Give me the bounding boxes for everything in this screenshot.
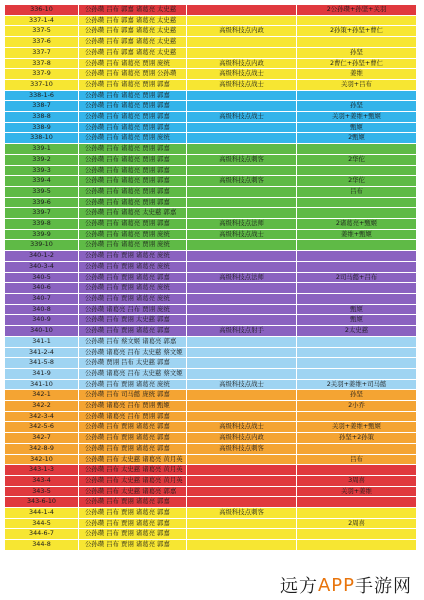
reward-cell	[297, 347, 417, 358]
tech-cell	[187, 133, 297, 144]
tech-cell: 高级科技点战士	[187, 69, 297, 80]
tech-cell	[187, 390, 297, 401]
tech-cell: 高级科技点内政	[187, 433, 297, 444]
reward-cell	[297, 283, 417, 294]
tech-cell: 高级科技点内政	[187, 26, 297, 37]
table-row	[5, 347, 417, 358]
lineup-cell: 公孙瓒 吕布 司马懿 庞统 郭嘉	[79, 390, 187, 401]
lineup-cell: 公孙瓒 吕布 贾诩 诸葛亮 郭嘉	[79, 497, 187, 508]
level-id-cell: 340-9	[5, 315, 79, 326]
reward-cell	[297, 368, 417, 379]
reward-cell: 姜维+甄姬	[297, 229, 417, 240]
table-row	[5, 37, 417, 48]
reward-cell	[297, 443, 417, 454]
level-id-cell: 338-10	[5, 133, 79, 144]
tech-cell	[187, 336, 297, 347]
reward-cell: 孙坚	[297, 390, 417, 401]
level-id-cell: 339-8	[5, 219, 79, 230]
table-row	[5, 101, 417, 112]
tech-cell	[187, 240, 297, 251]
tech-cell: 高级科技点刺客	[187, 443, 297, 454]
tech-cell: 高级科技点刺客	[187, 176, 297, 187]
tech-cell: 高级科技点刺客	[187, 508, 297, 519]
tech-cell	[187, 540, 297, 551]
lineup-cell: 公孙瓒 吕布 诸葛亮 贾诩 郭嘉	[79, 176, 187, 187]
lineup-cell: 公孙瓒 吕布 贾诩 诸葛亮 庞统	[79, 251, 187, 262]
reward-cell	[297, 411, 417, 422]
tech-cell	[187, 208, 297, 219]
level-id-cell: 341-5-8	[5, 358, 79, 369]
table-row	[5, 411, 417, 422]
table-row	[5, 15, 417, 26]
table-row	[5, 443, 417, 454]
tech-cell	[187, 368, 297, 379]
tech-cell: 高级科技点战士	[187, 79, 297, 90]
lineup-cell: 公孙瓒 吕布 诸葛亮 贾诩 庞统	[79, 240, 187, 251]
table-row	[5, 486, 417, 497]
tech-cell	[187, 454, 297, 465]
level-id-cell: 342-7	[5, 433, 79, 444]
reward-cell: 关羽+姜维+甄姬	[297, 422, 417, 433]
reward-cell	[297, 208, 417, 219]
table-row	[5, 5, 417, 16]
level-id-cell: 341-1	[5, 336, 79, 347]
table-row	[5, 379, 417, 390]
reward-cell	[297, 144, 417, 155]
reward-cell: 甄姬	[297, 304, 417, 315]
level-id-cell: 339-6	[5, 197, 79, 208]
table-row	[5, 176, 417, 187]
table-row	[5, 315, 417, 326]
reward-cell	[297, 240, 417, 251]
tech-cell: 高级科技点战士	[187, 422, 297, 433]
table-row	[5, 26, 417, 37]
reward-cell	[297, 37, 417, 48]
level-id-cell: 339-7	[5, 208, 79, 219]
lineup-cell: 公孙瓒 吕布 贾诩 诸葛亮 郭嘉	[79, 422, 187, 433]
lineup-cell: 公孙瓒 吕布 诸葛亮 贾诩 郭嘉	[79, 144, 187, 155]
level-id-cell: 344-8	[5, 540, 79, 551]
table-row	[5, 336, 417, 347]
lineup-cell: 公孙瓒 吕布 郭嘉 诸葛亮 太史慈	[79, 37, 187, 48]
reward-cell: 2司马懿+吕布	[297, 272, 417, 283]
level-id-cell: 337-9	[5, 69, 79, 80]
tech-cell	[187, 293, 297, 304]
lineup-cell: 公孙瓒 吕布 诸葛亮 贾诩 郭嘉	[79, 90, 187, 101]
table-row	[5, 165, 417, 176]
level-lineup-table	[4, 4, 417, 551]
reward-cell: 2曹仁+孙坚+曹仁	[297, 58, 417, 69]
reward-cell: 关羽+姜维	[297, 486, 417, 497]
level-id-cell: 337-1-4	[5, 15, 79, 26]
table-row	[5, 144, 417, 155]
level-id-cell: 344-5	[5, 518, 79, 529]
table-row	[5, 133, 417, 144]
table-row	[5, 79, 417, 90]
table-row	[5, 401, 417, 412]
lineup-cell: 公孙瓒 吕布 诸葛亮 太史慈 郭嘉	[79, 208, 187, 219]
brand-accent: APP	[317, 574, 355, 596]
reward-cell: 2太史慈	[297, 326, 417, 337]
level-id-cell: 338-9	[5, 122, 79, 133]
table-row	[5, 497, 417, 508]
tech-cell	[187, 358, 297, 369]
level-id-cell: 337-10	[5, 79, 79, 90]
reward-cell: 2诸葛亮+甄姬	[297, 219, 417, 230]
reward-cell: 2孙策+孙坚+曹仁	[297, 26, 417, 37]
level-id-cell: 340-3-4	[5, 261, 79, 272]
table-row	[5, 154, 417, 165]
tech-cell	[187, 497, 297, 508]
tech-cell: 高级科技点战士	[187, 112, 297, 123]
reward-cell	[297, 293, 417, 304]
reward-cell	[297, 336, 417, 347]
tech-cell	[187, 165, 297, 176]
lineup-cell: 公孙瓒 吕布 诸葛亮 贾诩 庞统	[79, 58, 187, 69]
table-row	[5, 540, 417, 551]
tech-cell	[187, 315, 297, 326]
tech-cell	[187, 529, 297, 540]
reward-cell: 姜维	[297, 69, 417, 80]
level-id-cell: 340-6	[5, 283, 79, 294]
reward-cell	[297, 465, 417, 476]
lineup-cell: 公孙瓒 吕布 贾诩 诸葛亮 庞统	[79, 293, 187, 304]
level-id-cell: 337-8	[5, 58, 79, 69]
reward-cell: 2华佗	[297, 154, 417, 165]
level-id-cell: 344-6-7	[5, 529, 79, 540]
table-row	[5, 293, 417, 304]
level-id-cell: 342-2	[5, 401, 79, 412]
tech-cell: 高级科技点法师	[187, 219, 297, 230]
level-id-cell: 340-10	[5, 326, 79, 337]
level-id-cell: 340-8	[5, 304, 79, 315]
table-row	[5, 261, 417, 272]
table-row	[5, 358, 417, 369]
tech-cell	[187, 47, 297, 58]
lineup-cell: 公孙瓒 吕布 贾诩 诸葛亮 庞统	[79, 379, 187, 390]
tech-cell	[187, 347, 297, 358]
lineup-cell: 公孙瓒 吕布 贾诩 诸葛亮 郭嘉	[79, 508, 187, 519]
lineup-cell: 公孙瓒 吕布 诸葛亮 贾诩 郭嘉	[79, 165, 187, 176]
level-id-cell: 342-1	[5, 390, 79, 401]
reward-cell	[297, 497, 417, 508]
level-id-cell: 336-10	[5, 5, 79, 16]
table-row	[5, 47, 417, 58]
reward-cell: 甄姬	[297, 122, 417, 133]
table-row	[5, 368, 417, 379]
tech-cell	[187, 486, 297, 497]
level-id-cell: 339-3	[5, 165, 79, 176]
lineup-cell: 公孙瓒 吕布 贾诩 诸葛亮 庞统	[79, 283, 187, 294]
tech-cell	[187, 122, 297, 133]
tech-cell	[187, 90, 297, 101]
reward-cell: 关羽+吕布	[297, 79, 417, 90]
lineup-cell: 公孙瓒 诸葛亮 吕布 贾诩 庞统	[79, 304, 187, 315]
table-row	[5, 69, 417, 80]
lineup-cell: 公孙瓒 吕布 贾诩 诸葛亮 郭嘉	[79, 518, 187, 529]
tech-cell	[187, 401, 297, 412]
lineup-cell: 公孙瓒 诸葛亮 吕布 贾诩 甄姬	[79, 401, 187, 412]
tech-cell	[187, 411, 297, 422]
table-row	[5, 229, 417, 240]
reward-cell: 孙坚+2孙策	[297, 433, 417, 444]
tech-cell	[187, 465, 297, 476]
tech-cell: 高级科技点战士	[187, 229, 297, 240]
lineup-cell: 公孙瓒 吕布 贾诩 诸葛亮 郭嘉	[79, 272, 187, 283]
reward-cell	[297, 90, 417, 101]
brand-logo	[274, 574, 418, 596]
level-id-cell: 340-1-2	[5, 251, 79, 262]
tech-cell: 高级科技点战士	[187, 379, 297, 390]
level-id-cell: 343-6-10	[5, 497, 79, 508]
table-row	[5, 326, 417, 337]
lineup-cell: 公孙瓒 吕布 贾诩 诸葛亮 郭嘉	[79, 433, 187, 444]
level-id-cell: 339-9	[5, 229, 79, 240]
lineup-cell: 公孙瓒 吕布 贾诩 诸葛亮 郭嘉	[79, 529, 187, 540]
level-id-cell: 340-7	[5, 293, 79, 304]
level-id-cell: 342-8-9	[5, 443, 79, 454]
tech-cell	[187, 15, 297, 26]
reward-cell: 2关羽+姜维+司马懿	[297, 379, 417, 390]
level-id-cell: 343-4	[5, 475, 79, 486]
level-id-cell: 342-3-4	[5, 411, 79, 422]
lineup-cell: 公孙瓒 吕布 太史慈 诸葛亮 黄月英	[79, 465, 187, 476]
level-id-cell: 343-1-3	[5, 465, 79, 476]
lineup-cell: 公孙瓒 吕布 贾诩 诸葛亮 郭嘉	[79, 326, 187, 337]
lineup-cell: 公孙瓒 诸葛亮 吕布 太史慈 蔡文姬	[79, 368, 187, 379]
lineup-cell: 公孙瓒 吕布 郭嘉 诸葛亮 太史慈	[79, 15, 187, 26]
level-id-cell: 342-5-6	[5, 422, 79, 433]
table-row	[5, 454, 417, 465]
table-body	[5, 5, 417, 551]
reward-cell	[297, 261, 417, 272]
lineup-cell: 公孙瓒 吕布 太史慈 诸葛亮 黄月英	[79, 454, 187, 465]
level-id-cell: 343-5	[5, 486, 79, 497]
reward-cell: 2华佗	[297, 176, 417, 187]
reward-cell	[297, 251, 417, 262]
tech-cell	[187, 144, 297, 155]
reward-cell: 孙坚	[297, 101, 417, 112]
lineup-cell: 公孙瓒 吕布 贾诩 诸葛亮 庞统	[79, 261, 187, 272]
reward-cell: 2甄姬	[297, 133, 417, 144]
lineup-cell: 公孙瓒 贾诩 吕布 太史慈 郭嘉	[79, 358, 187, 369]
lineup-cell: 公孙瓒 吕布 诸葛亮 贾诩 郭嘉	[79, 197, 187, 208]
table-row	[5, 272, 417, 283]
level-id-cell: 337-5	[5, 26, 79, 37]
lineup-cell: 公孙瓒 吕布 贾诩 诸葛亮 郭嘉	[79, 540, 187, 551]
level-id-cell: 337-7	[5, 47, 79, 58]
tech-cell	[187, 304, 297, 315]
tech-cell: 高级科技点刺客	[187, 154, 297, 165]
level-id-cell: 340-5	[5, 272, 79, 283]
tech-cell	[187, 197, 297, 208]
lineup-cell: 公孙瓒 吕布 贾诩 太史慈 郭嘉	[79, 315, 187, 326]
table-row	[5, 197, 417, 208]
table-row	[5, 90, 417, 101]
tech-cell	[187, 283, 297, 294]
table-row	[5, 465, 417, 476]
tech-cell	[187, 186, 297, 197]
level-id-cell: 339-4	[5, 176, 79, 187]
level-id-cell: 344-1-4	[5, 508, 79, 519]
table-row	[5, 422, 417, 433]
table-row	[5, 518, 417, 529]
lineup-cell: 公孙瓒 吕布 蔡文姬 诸葛亮 郭嘉	[79, 336, 187, 347]
reward-cell: 关羽+姜维+甄姬	[297, 112, 417, 123]
reward-cell: 2周喜	[297, 518, 417, 529]
level-id-cell: 339-1	[5, 144, 79, 155]
lineup-cell: 公孙瓒 吕布 郭嘉 诸葛亮 太史慈	[79, 26, 187, 37]
reward-cell	[297, 165, 417, 176]
lineup-cell: 公孙瓒 吕布 诸葛亮 贾诩 郭嘉	[79, 154, 187, 165]
table-row	[5, 283, 417, 294]
lineup-cell: 公孙瓒 吕布 诸葛亮 贾诩 郭嘉	[79, 112, 187, 123]
lineup-cell: 公孙瓒 吕布 太史慈 诸葛亮 郭嘉	[79, 486, 187, 497]
table-row	[5, 112, 417, 123]
reward-cell	[297, 529, 417, 540]
reward-cell: 吕布	[297, 186, 417, 197]
reward-cell	[297, 15, 417, 26]
reward-cell	[297, 508, 417, 519]
reward-cell: 2小乔	[297, 401, 417, 412]
table-row	[5, 529, 417, 540]
lineup-cell: 公孙瓒 吕布 诸葛亮 贾诩 庞统	[79, 133, 187, 144]
table-row	[5, 475, 417, 486]
tech-cell	[187, 261, 297, 272]
tech-cell: 高级科技点内政	[187, 58, 297, 69]
table-row	[5, 433, 417, 444]
level-id-cell: 341-2-4	[5, 347, 79, 358]
lineup-cell: 公孙瓒 吕布 诸葛亮 贾诩 郭嘉	[79, 101, 187, 112]
reward-cell: 2公孙瓒+孙坚+关羽	[297, 5, 417, 16]
reward-cell: 3周喜	[297, 475, 417, 486]
lineup-cell: 公孙瓒 吕布 诸葛亮 贾诩 郭嘉	[79, 122, 187, 133]
lineup-cell: 公孙瓒 吕布 郭嘉 诸葛亮 太史慈	[79, 47, 187, 58]
level-id-cell: 342-10	[5, 454, 79, 465]
table-row	[5, 58, 417, 69]
table-row	[5, 251, 417, 262]
level-id-cell: 338-7	[5, 101, 79, 112]
level-id-cell: 338-1-6	[5, 90, 79, 101]
tech-cell	[187, 518, 297, 529]
table-row	[5, 508, 417, 519]
tech-cell: 高级科技点法师	[187, 272, 297, 283]
table-row	[5, 304, 417, 315]
table-row	[5, 240, 417, 251]
lineup-cell: 公孙瓒 吕布 诸葛亮 贾诩 庞统	[79, 229, 187, 240]
lineup-cell: 公孙瓒 吕布 郭嘉 诸葛亮 太史慈	[79, 5, 187, 16]
level-id-cell: 339-5	[5, 186, 79, 197]
table-row	[5, 186, 417, 197]
lineup-cell: 公孙瓒 诸葛亮 吕布 贾诩 郭嘉	[79, 411, 187, 422]
lineup-cell: 公孙瓒 吕布 诸葛亮 贾诩 郭嘉	[79, 79, 187, 90]
level-id-cell: 339-2	[5, 154, 79, 165]
table-row	[5, 122, 417, 133]
reward-cell	[297, 358, 417, 369]
level-id-cell: 341-9	[5, 368, 79, 379]
lineup-cell: 公孙瓒 吕布 太史慈 诸葛亮 黄月英	[79, 475, 187, 486]
brand-suffix: 手游网	[355, 576, 412, 597]
tech-cell	[187, 251, 297, 262]
table-row	[5, 208, 417, 219]
level-id-cell: 338-8	[5, 112, 79, 123]
lineup-cell: 公孙瓒 诸葛亮 吕布 太史慈 蔡文姬	[79, 347, 187, 358]
lineup-cell: 公孙瓒 吕布 诸葛亮 贾诩 公孙瓒	[79, 69, 187, 80]
table-row	[5, 219, 417, 230]
level-id-cell: 337-6	[5, 37, 79, 48]
tech-cell	[187, 37, 297, 48]
tech-cell	[187, 5, 297, 16]
lineup-cell: 公孙瓒 吕布 贾诩 诸葛亮 郭嘉	[79, 443, 187, 454]
reward-cell: 甄姬	[297, 315, 417, 326]
lineup-cell: 公孙瓒 吕布 诸葛亮 贾诩 郭嘉	[79, 219, 187, 230]
lineup-cell: 公孙瓒 吕布 诸葛亮 贾诩 郭嘉	[79, 186, 187, 197]
reward-cell	[297, 197, 417, 208]
tech-cell	[187, 101, 297, 112]
tech-cell: 高级科技点射手	[187, 326, 297, 337]
tech-cell	[187, 475, 297, 486]
level-id-cell: 341-10	[5, 379, 79, 390]
reward-cell: 孙坚	[297, 47, 417, 58]
reward-cell	[297, 540, 417, 551]
table-row	[5, 390, 417, 401]
reward-cell: 吕布	[297, 454, 417, 465]
level-id-cell: 339-10	[5, 240, 79, 251]
brand-prefix: 远方	[279, 576, 318, 597]
